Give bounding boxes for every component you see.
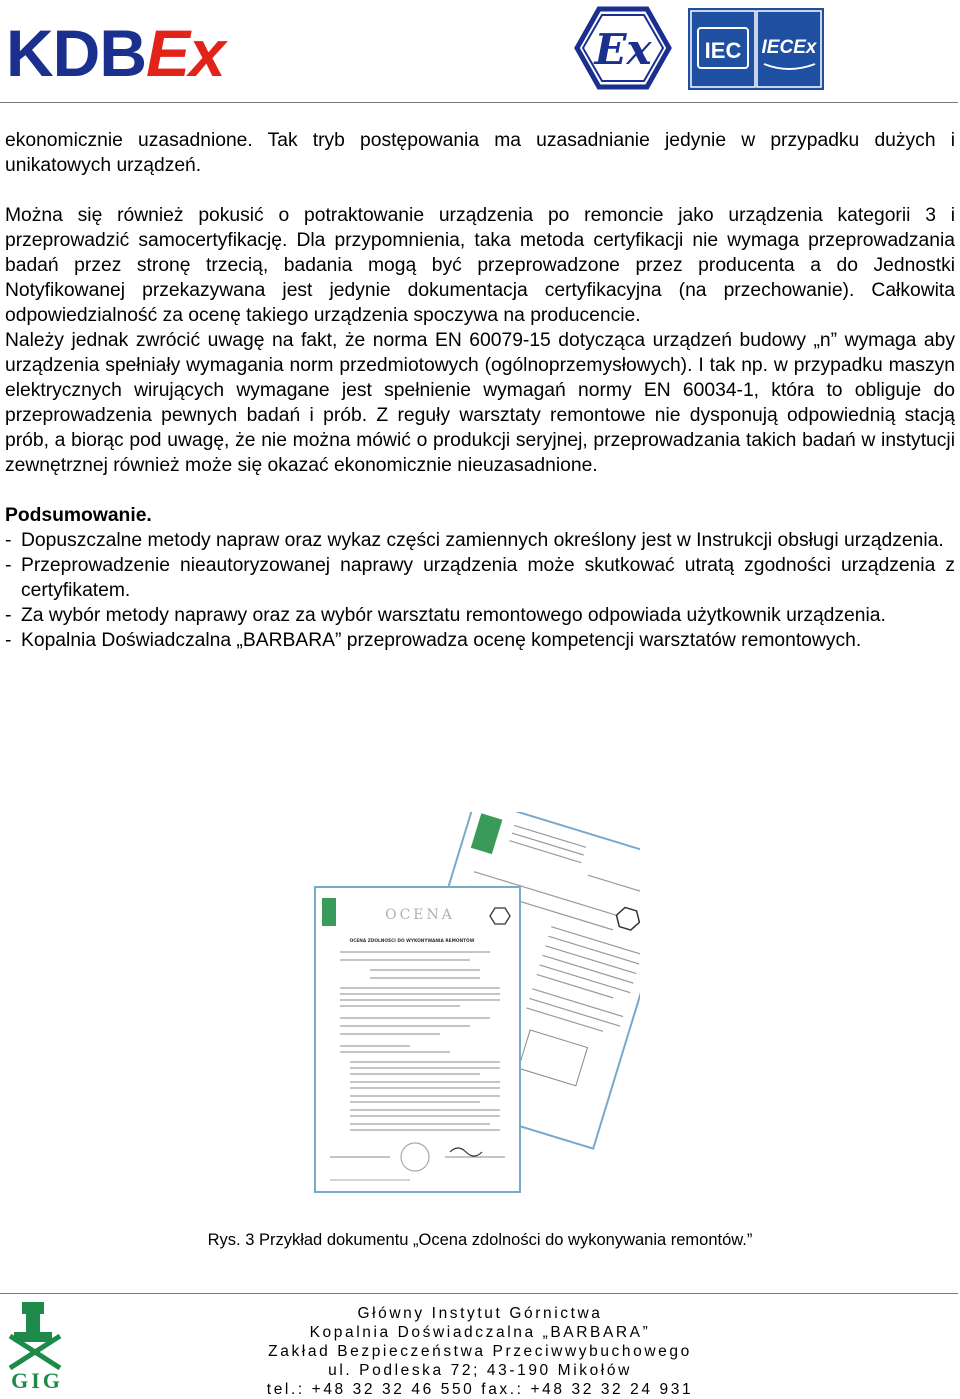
summary-title: Podsumowanie. — [5, 505, 152, 526]
footer-line: Główny Instytut Górnictwa — [357, 1305, 603, 1322]
document-body — [5, 128, 955, 653]
summary-item — [5, 628, 955, 653]
bullet-dash: - — [5, 530, 12, 551]
iecex-label: IECEx — [761, 37, 817, 58]
paragraph-2: Można się również pokusić o potraktowanie urządzenia po remoncie jako urządzenia kategorii 3 i przeprowadzić samocertyfikację. Dla przypomnienia, taka metoda certyfikacji nie wymaga przeprowadzania badań przez stronę trzecią, badania mogą być przeprowadzone przez producenta a do Jednostki Notyfikowanej przekazywana jest jedynie dokumentacja certyfikacyjna (na przechowanie). Całkowita odpowiedzialność za ocenę takiego urządzenia spoczywa na producencie. — [5, 205, 955, 326]
gig-logo-icon — [4, 1298, 70, 1392]
iec-iecex-logo-icon — [688, 8, 824, 90]
atex-ex-mark-icon — [574, 6, 672, 90]
iec-label: IEC — [704, 38, 742, 63]
summary-item-text: Kopalnia Doświadczalna „BARBARA” przeprowadza ocenę kompetencji warsztatów remontowych. — [21, 630, 862, 651]
figure-caption: Rys. 3 Przykład dokumentu „Ocena zdolności do wykonywania remontów.” — [207, 1231, 753, 1249]
footer-line: Kopalnia Doświadczalna „BARBARA” — [309, 1324, 651, 1341]
bullet-dash: - — [5, 630, 12, 651]
paragraph-gap — [5, 478, 955, 503]
summary-item-text: Przeprowadzenie nieautoryzowanej naprawy urządzenia może skutkować utratą zgodności urządzenia z certyfikatem. — [21, 555, 955, 601]
summary-item-text: Za wybór metody naprawy oraz za wybór warsztatu remontowego odpowiada użytkownik urządzenia. — [21, 605, 886, 626]
page-header — [0, 0, 960, 104]
bullet-dash: - — [5, 605, 12, 626]
front-document — [315, 887, 520, 1192]
kdbex-logo-kdb: KDB — [6, 16, 146, 90]
footer-line: Zakład Bezpieczeństwa Przeciwwybuchowego — [268, 1343, 692, 1360]
ex-mark-text: Ex — [594, 25, 652, 74]
summary-item — [5, 528, 955, 553]
doc-subtitle: OCENA ZDOLNOŚCI DO WYKONYWANIA REMONTÓW — [349, 939, 475, 944]
summary-item — [5, 603, 955, 628]
summary-item-text: Dopuszczalne metody napraw oraz wykaz części zamiennych określony jest w Instrukcji obsługi urządzenia. — [21, 530, 944, 551]
summary-item — [5, 553, 955, 603]
paragraph-gap — [5, 178, 955, 203]
kdbex-logo-ex: Ex — [146, 16, 225, 90]
footer-divider — [0, 1293, 958, 1294]
doc-heading: OCENA — [385, 907, 455, 923]
footer-line: ul. Podleska 72; 43-190 Mikołów — [328, 1362, 632, 1379]
header-divider — [0, 102, 958, 103]
certificate-documents-image — [300, 812, 640, 1202]
footer-address — [180, 1304, 780, 1399]
paragraph-3: Należy jednak zwrócić uwagę na fakt, że norma EN 60079-15 dotycząca urządzeń budowy „n” wymaga aby urządzenia spełniały wymagania norm przedmiotowych (ogólnoprzemysłowych). I tak np. w przypadku maszyn elektrycznych wirujących wymagane jest spełnienie wymagań normy EN 60034-1, która to obliguje do przeprowadzenia pewnych badań i prób. Z reguły warsztaty remontowe nie dysponują odpowiednią stacją prób, a biorąc pod uwagę, że nie można mówić o produkcji seryjnej, przeprowadzania takich badań w instytucji zewnętrznej również może się okazać ekonomicznie nieuzasadnione. — [5, 330, 955, 476]
bullet-dash: - — [5, 555, 12, 576]
gig-logo-text: GIG — [11, 1368, 63, 1392]
paragraph-1: ekonomicznie uzasadnione. Tak tryb postępowania ma uzasadnianie jedynie w przypadku dużych i unikatowych urządzeń. — [5, 130, 955, 176]
kdbex-logo — [6, 16, 225, 90]
footer-line: tel.: +48 32 32 46 550 fax.: +48 32 32 24 931 — [266, 1381, 694, 1398]
